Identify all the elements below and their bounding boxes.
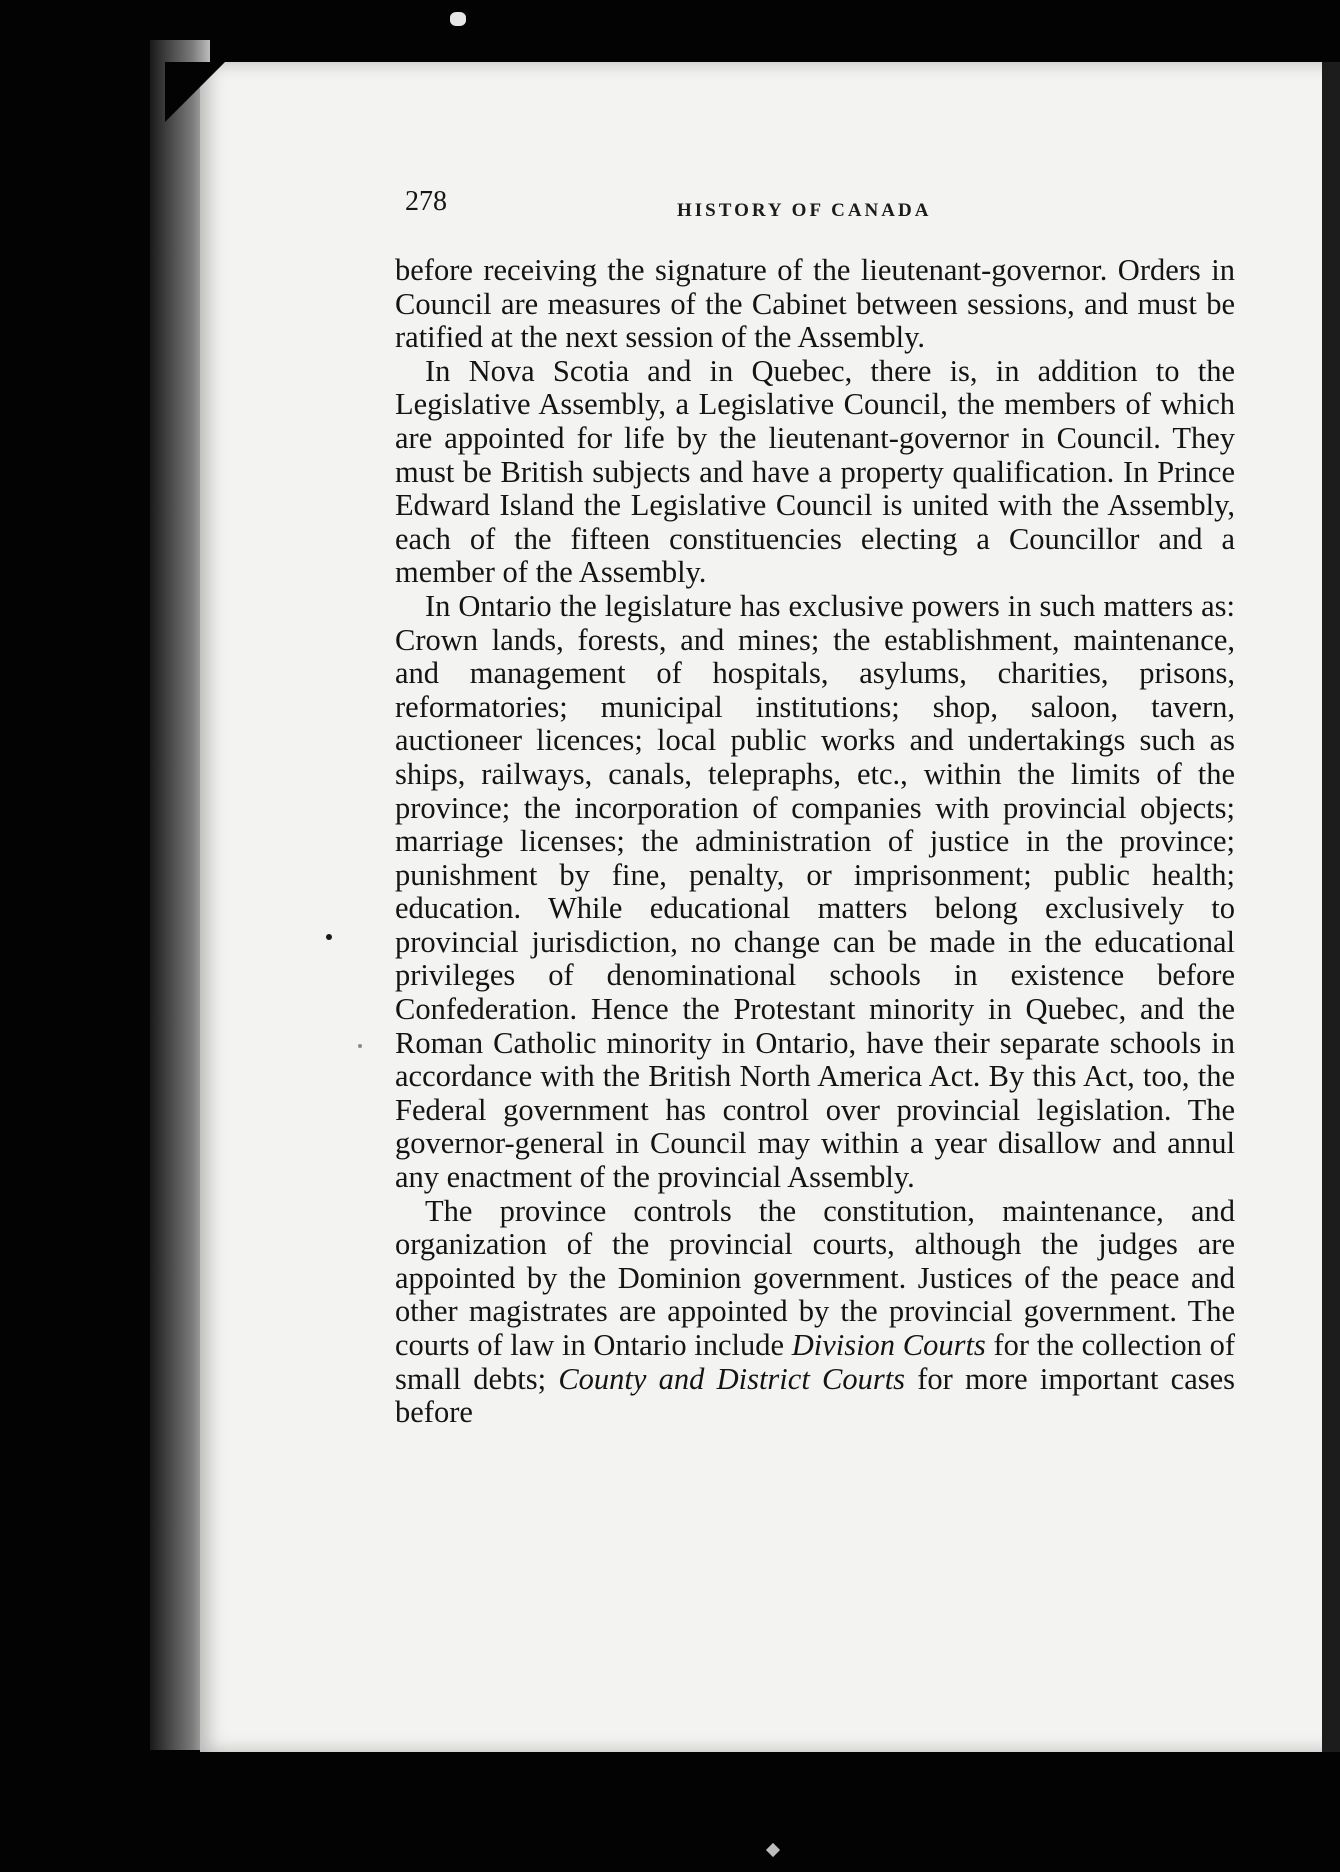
paragraph-text: In Ontario the legislature has exclusive powers in such matters as: Crown lands, forests, and mines; the establishment, maintenance, and management of hospitals, asylums, charities, prisons, reformatories; municipal institutions; shop, saloon, tavern, auctioneer licences; local public works and undertakings such as ships, railways, canals, telepraphs, etc., within the limits of the province; the incorporation of companies with provincial objects; marriage licenses; the administration of justice in the province; punishment by fine, penalty, or imprisonment; public health; education. While educational matters belong exclusively to provincial jurisdiction, no change can be made in the educational privileges of denominational schools in existence before Confederation. Hence the Protestant minority in Quebec, and the Roman Catholic minority in Ontario, have their separate schools in accordance with the British North America Act. By this Act, too, the Federal government has control over provincial legislation. The governor-general in Council may within a year disallow and annul any enactment of the provincial Assembly. xyxy=(395,588,1235,1195)
ink-speck xyxy=(326,934,332,940)
page-number: 278 xyxy=(405,186,447,217)
paragraph xyxy=(395,590,1235,1195)
page-header xyxy=(405,186,1255,236)
facing-page-edge xyxy=(1322,62,1340,1752)
italic-text: Division Courts xyxy=(791,1328,986,1362)
paragraph xyxy=(395,1195,1235,1430)
scan-artifact xyxy=(450,12,466,26)
paragraph-text: for the collection of small debts; xyxy=(395,1328,1235,1396)
paragraph-text: before receiving the signature of the lieutenant-governor. Orders in Council are measures of the Cabinet between sessions, and must be ratified at the next session of the Assembly. xyxy=(395,253,1235,355)
paragraph-text: for more important cases before xyxy=(395,1361,1236,1430)
paragraph-text: The province controls the constitution, maintenance, and organization of the provincial courts, although the judges are appointed by the Dominion government. Justices of the peace and other magistrates are appointed by the provincial government. The courts of law in Ontario include xyxy=(395,1193,1235,1362)
running-head: HISTORY OF CANADA xyxy=(677,200,932,221)
paragraph xyxy=(395,355,1235,590)
paragraph-text: In Nova Scotia and in Quebec, there is, in addition to the Legislative Assembly, a Legislative Council, the members of which are appointed for life by the lieutenant-governor in Council. They must be British subjects and have a property qualification. In Prince Edward Island the Legislative Council is united with the Assembly, each of the fifteen constituencies electing a Councillor and a member of the Assembly. xyxy=(395,353,1235,590)
italic-text: County and District Courts xyxy=(558,1361,906,1396)
ink-speck xyxy=(358,1044,362,1048)
paragraph xyxy=(395,254,1235,355)
torn-corner xyxy=(165,62,225,122)
body-text xyxy=(395,254,1235,1430)
